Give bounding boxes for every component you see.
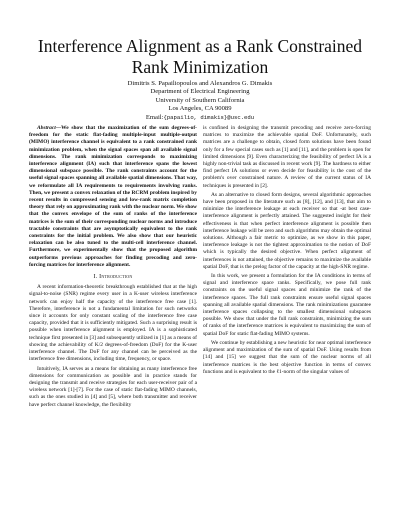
right-paragraph-3: In this work, we present a formulation for the IA conditions in terms of signal and interference space ranks. Specifically, we pose full rank constraints on the useful signal spaces and minimize the rank of the interference spaces. The full rank constraints ensure useful signal spaces spanning all available spatial dimensions. The rank minimizations guarantee interference spaces collapsing to the smallest dimensional subspaces possible. We show that under the full rank constraints, minimizing the sum of ranks of the interference matrices is equivalent to maximizing the sum of spatial DoF for static flat-fading MIMO systems. [203,273,371,337]
paper-title: Interference Alignment as a Rank Constrained Rank Minimization [37,36,363,77]
author-email-line [60,114,340,122]
right-paragraph-2: As an alternative to closed form designs, several algorithmic approaches have been proposed in the literature such as [8], [12], and [13], that aim to minimize the interference leakage at each receiver so that -at best case- interference alignment is perfectly attained. The suggested insight for their effectiveness is that when perfect interference alignment is possible then interference leakage will be zero and such algorithms may obtain the optimal solutions. Although a fair metric to optimize, as we show in this paper, interference leakage is not the tightest approximation to the notion of DoF which is typically the desired objective. When perfect alignment of interferences is not attained, the objective remains to maximize the available spatial DoF, that is the prelog factor of the capacity at the high-SNR regime. [203,191,371,270]
author-university: University of Southern California [155,96,245,104]
intro-paragraph-1: A recent information-theoretic breakthrough established that at the high signal-to-noise (SNR) regime every user in a K-user wireless interference network can enjoy half the capacity of the interference free case [1]. Therefore, interference is not a fundamental limitation for such networks since it accounts for only constant scaling of the interference free case capacity, provided that it is sufficiently mitigated. Such a surprising result is possible when interference alignment is employed. IA is a sophisticated technique first presented in [3] and subsequently utilized in [1] as a means of showing the achievability of K/2 degrees-of-freedom (DoF) for the K-user interference channel. The DoF for any channel can be perceived as the interference free dimensions, including time, frequency, or space. [29,284,197,363]
intro-paragraph-2: Intuitively, IA serves as a means for obtaining as many interference free dimensions for communication as possible and in practice stands for designing the transmit and receive strategies for each user-receiver pair of a wireless network [1]-[7]. For the case of static flat-fading MIMO channels, such as the ones studied in [4] and [5], where both transmitter and receiver have perfect channel knowledge, the flexibility [29,365,197,408]
abstract-text: —We show that the maximization of the sum degrees-of-freedom for the static flat-fading multiple-input multiple-output (MIMO) interference channel is equivalent to a rank constrained rank minimization problem, when the signal spaces span all available signal dimensions. The rank minimization corresponds to maximizing interference alignment (IA) such that interference spans the lowest dimensional subspace possible. The rank constraints account for the useful signal spaces spanning all available spatial dimensions. That way, we reformulate all IA requirements to requirements involving ranks. Then, we present a convex relaxation of the RCRM problem inspired by recent results in compressed sensing and low-rank matrix completion theory that rely on approximating rank with the nuclear norm. We show that the convex envelope of the sum of ranks of the interference matrices is the sum of their corresponding nuclear norms and introduce tractable constraints that are asymptotically equivalent to the rank constraints for the initial problem. We also show that our heuristic relaxation can be also tuned to the multi-cell interference channel. Furthermore, we experimentally show that the proposed algorithm outperforms previous approaches for finding precoding and zero-forcing matrices for interference alignment. [29,125,197,268]
email-prefix: Email: [145,113,164,121]
right-paragraph-4: We continue by establishing a new heuristic for near optimal interference alignment and maximization of the sum of spatial DoF. Using results from [14] and [15] we suggest that the sum of the nuclear norms of all interference matrices is the best objective function in terms of convex functions and is equivalent to the ℓ1-norm of the singular values of [203,339,371,375]
right-column [203,125,371,378]
author-department: Department of Electrical Engineering [150,88,250,96]
section-heading-introduction: I. Introduction [93,274,133,281]
author-names: Dimitris S. Papailiopoulos and Alexandros G. Dimakis [127,80,273,87]
abstract [29,125,197,269]
left-column [29,125,197,411]
author-block [60,80,340,122]
right-paragraph-1: is confined in designing the transmit precoding and receive zero-forcing matrices to maximize the achievable spatial DoF. Unfortunately, such matrices are a challenge to obtain, closed form solutions have been found only for a few special cases such as [1] and [11], and the problem is open for limited dimensions [9]. Even characterizing the feasibility of perfect IA is a highly non-trivial task as discussed in recent work [9]. The hardness to either find perfect IA solutions or even decide for feasibility is the cost of the problem's over constrained nature. A review of the current status of IA techniques is presented in [2]. [203,125,371,189]
author-email: {papailio, dimakis}@usc.edu [163,113,255,121]
author-location: Los Angeles, CA 90089 [168,105,232,113]
abstract-lead: Abstract [37,125,56,131]
